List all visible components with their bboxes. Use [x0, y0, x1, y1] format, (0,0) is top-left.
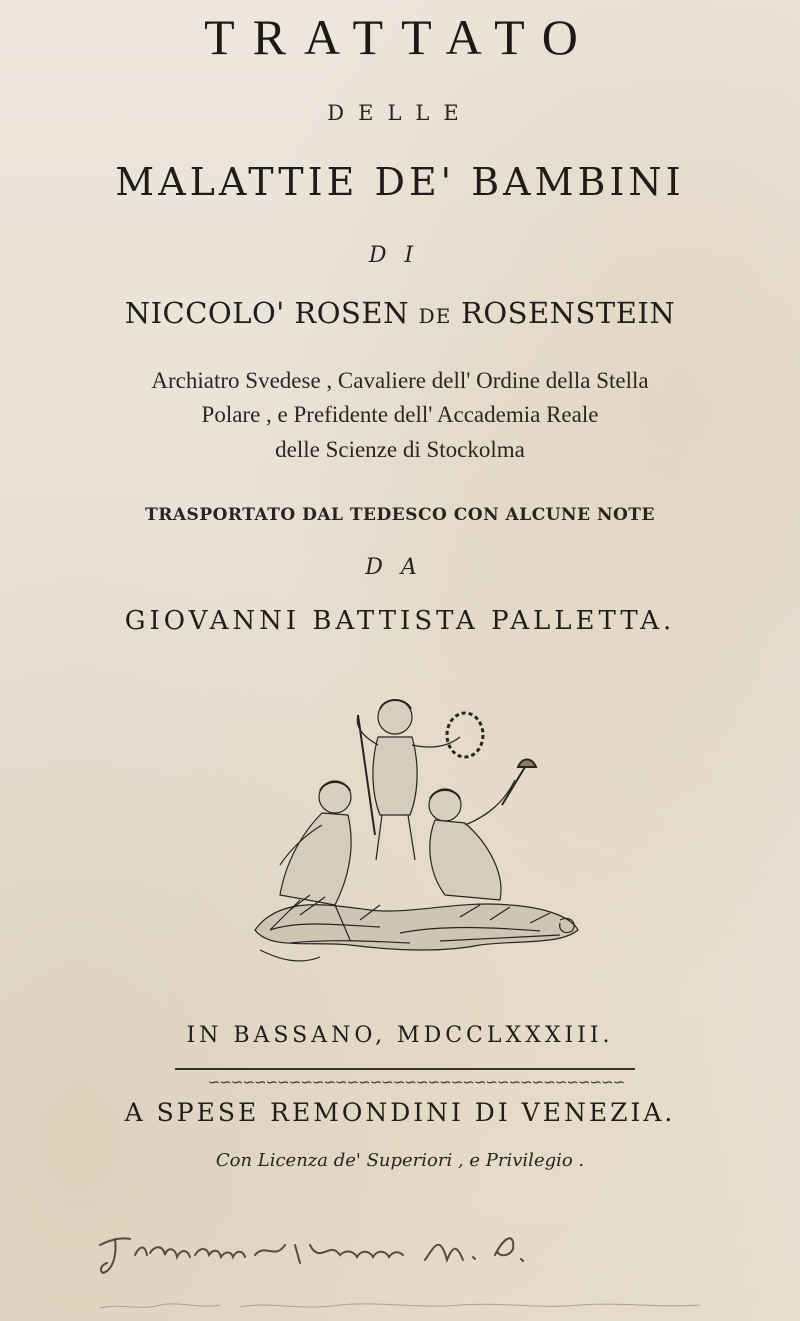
right-putto-arm [465, 780, 515, 825]
faint-handwritten-marks [100, 1293, 700, 1318]
imprint-rule [175, 1068, 635, 1070]
decorative-ornament: ∽∽∽∽∽∽∽∽∽∽∽∽∽∽∽∽∽∽∽∽∽∽∽∽∽∽∽∽∽∽∽∽∽∽∽∽ [207, 1074, 625, 1090]
translator-name: GIOVANNI BATTISTA PALLETTA. [124, 606, 676, 636]
author-particle: DE [418, 304, 452, 328]
standing-putto-body [373, 737, 417, 815]
ground-drapery [255, 904, 578, 950]
publisher-line: A SPESE REMONDINI DI VENEZIA. [124, 1098, 676, 1127]
delle-line: DELLE [327, 101, 473, 125]
ribbon-tail [260, 950, 320, 961]
standing-putto-legs [376, 815, 415, 860]
standing-putto-arm-right [412, 737, 460, 747]
engraving-illustration [240, 695, 585, 980]
author-role-line: Polare , e Prefidente dell' Accademia Reale [201, 402, 599, 427]
author-name [0, 296, 800, 330]
translation-note: TRASPORTATO DAL TEDESCO CON ALCUNE NOTE [145, 505, 655, 525]
book-subject: MALATTIE DE' BAMBINI [115, 160, 685, 204]
imprint-place-date: IN BASSANO, MDCCLXXXIII. [186, 1023, 614, 1048]
author-first-name: NICCOLO' ROSEN [124, 296, 409, 330]
author-last-name: ROSENSTEIN [461, 296, 676, 330]
right-putto-body [430, 820, 501, 900]
license-line: Con Licenza de' Superiori , e Privilegio . [215, 1150, 585, 1171]
book-title: TRATTATO [204, 9, 596, 65]
laurel-wreath [447, 713, 483, 757]
handwritten-ownership-signature [95, 1215, 595, 1285]
author-role-line: delle Scienze di Stockolma [275, 437, 525, 462]
da-line: DA [365, 555, 435, 580]
torch [502, 760, 536, 806]
left-putto-body [280, 813, 351, 905]
author-role-line: Archiatro Svedese , Cavaliere dell' Ordine della Stella [151, 368, 649, 393]
di-line: DI [368, 243, 432, 268]
